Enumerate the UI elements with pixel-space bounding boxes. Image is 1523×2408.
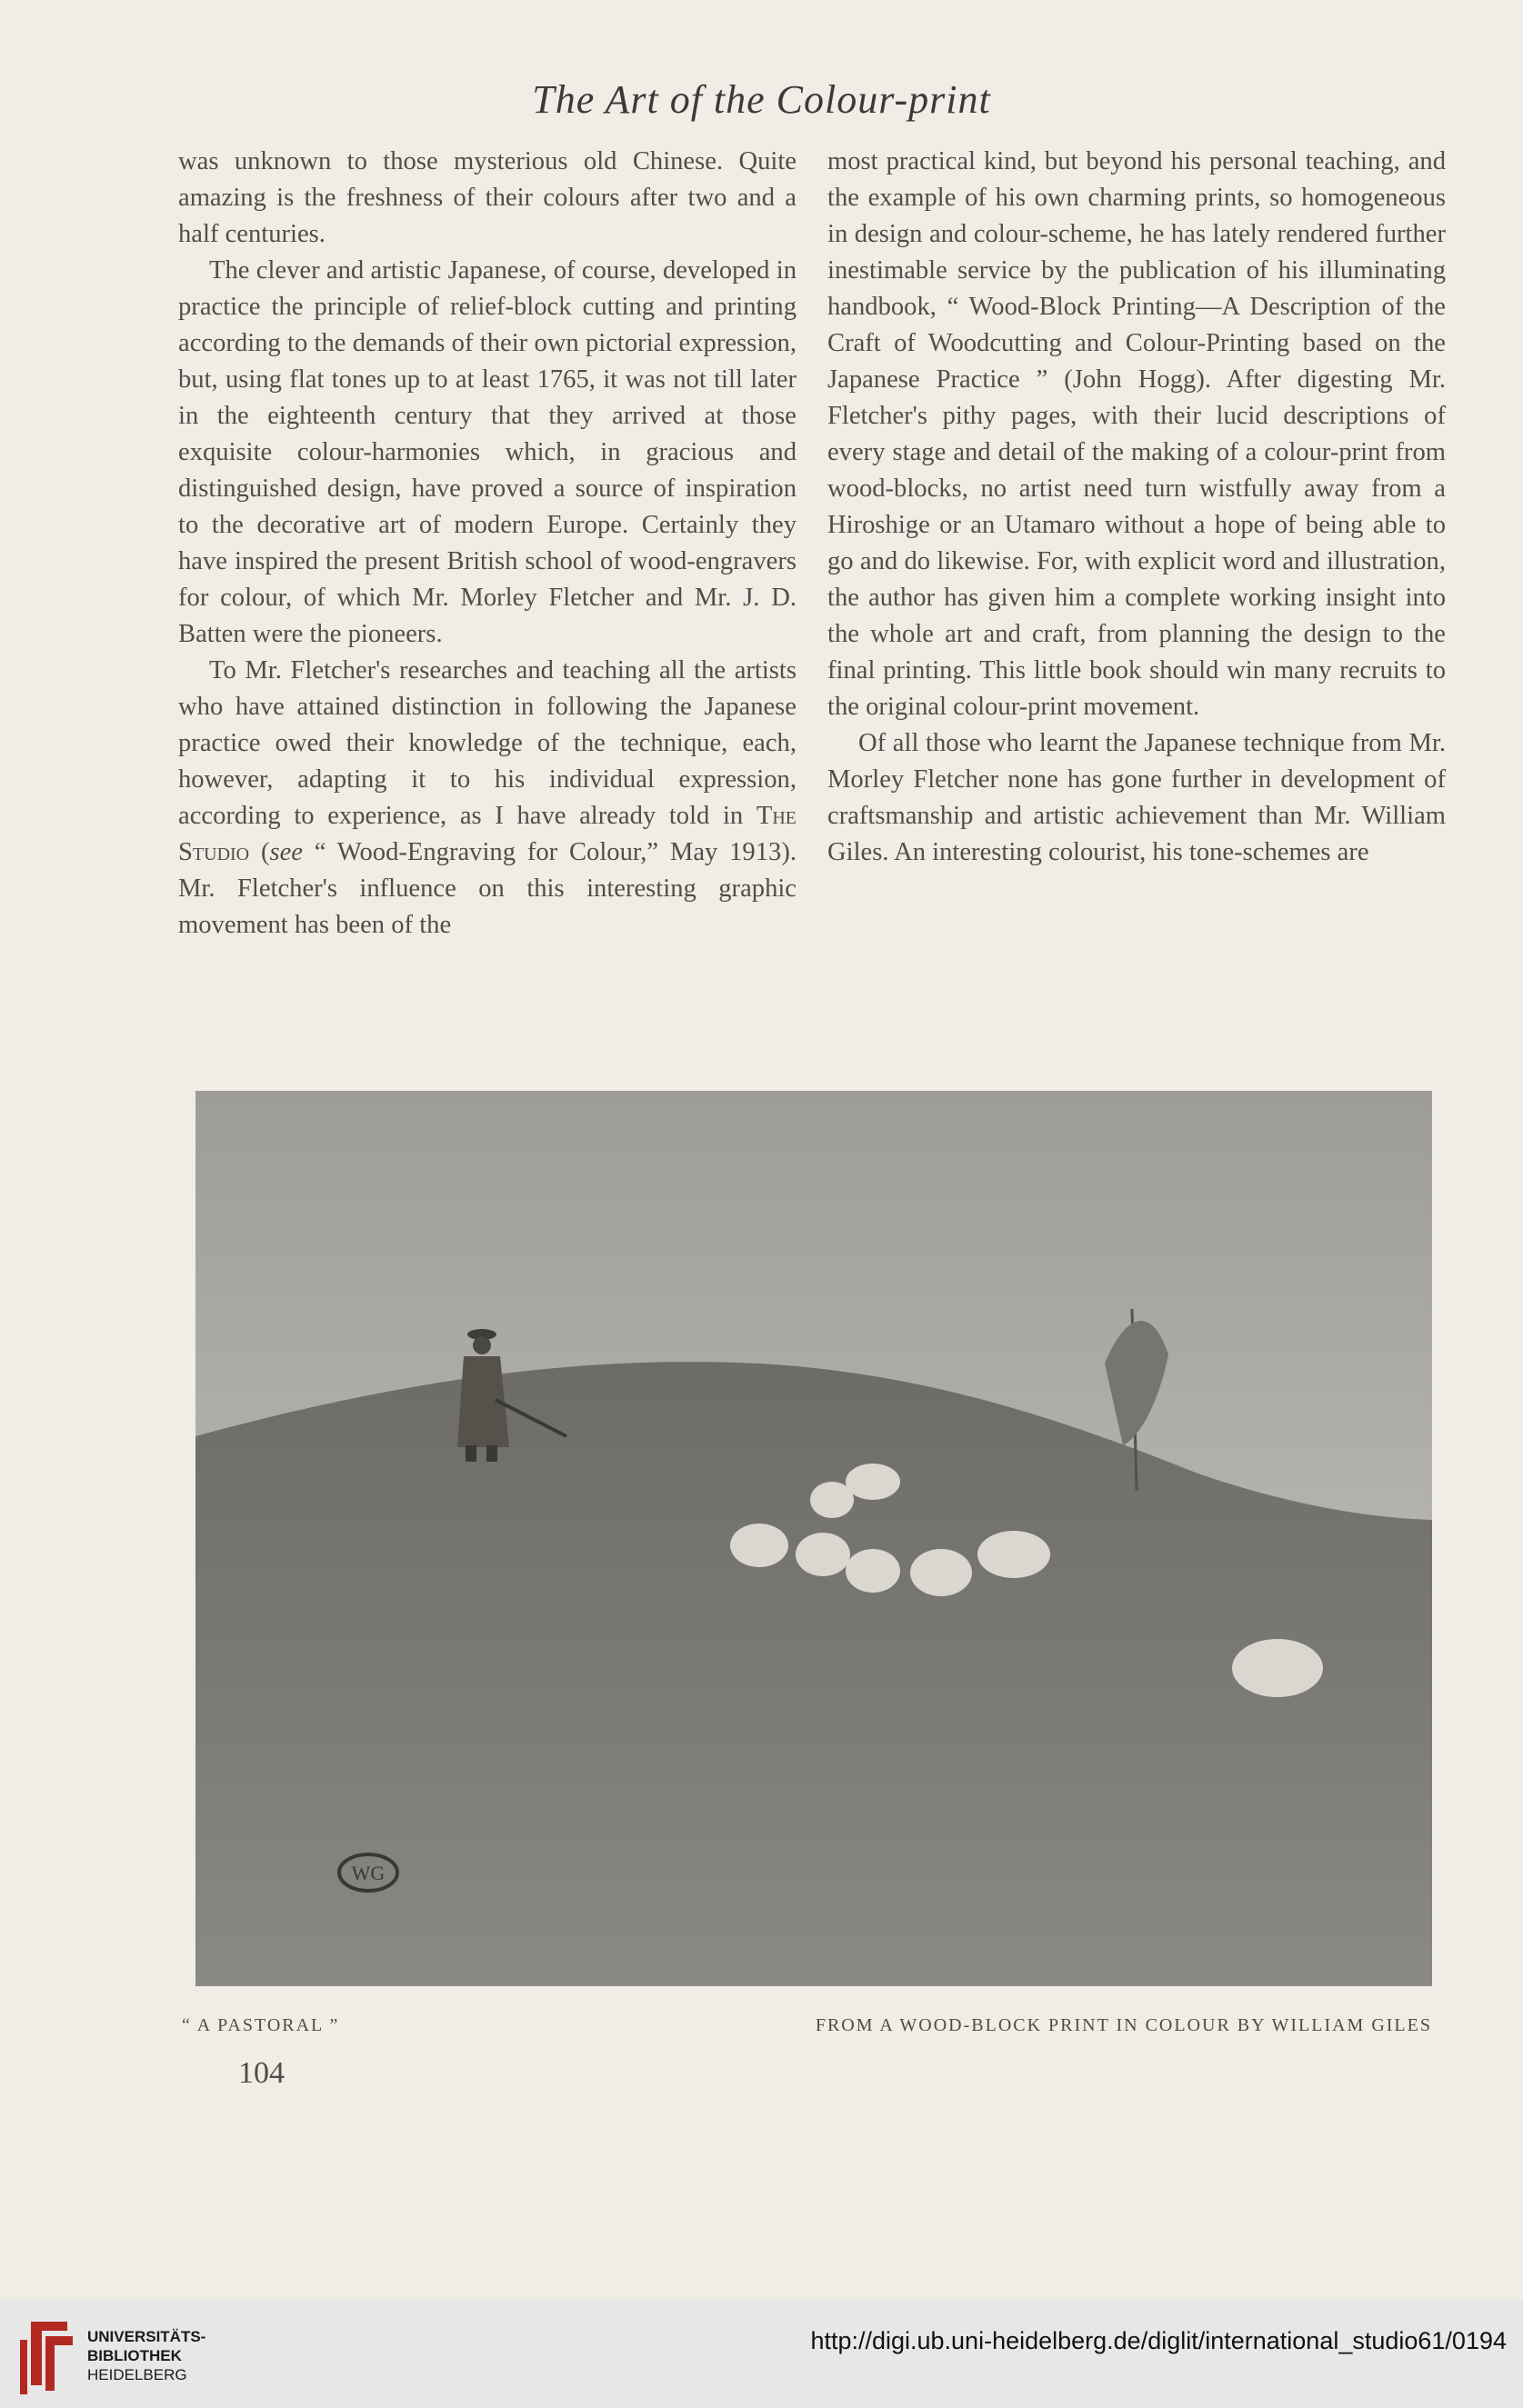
paragraph: was unknown to those mysterious old Chinese. Quite amazing is the freshness of their colours after two and a half centuries.: [178, 147, 797, 248]
paragraph-text: To Mr. Fletcher's researches and teaching all the artists who have attained distinction in following the Japanese practice owed their knowledge of the technique, each, however, adapting it to his individual expression, according to experience, as I have already told in: [178, 656, 797, 830]
magazine-title: The Studio: [178, 802, 797, 866]
running-head: The Art of the Colour-print: [532, 77, 991, 122]
plate-caption-credit: FROM A WOOD-BLOCK PRINT IN COLOUR BY WILLIAM GILES: [815, 2015, 1432, 2035]
library-line: UNIVERSITÄTS-: [87, 2328, 206, 2345]
right-text-column: [827, 144, 1446, 871]
paragraph: Of all those who learnt the Japanese technique from Mr. Morley Fletcher none has gone further in development of craftsmanship and artistic achievement than Mr. William Giles. An interesting colourist, his tone-schemes are: [827, 729, 1446, 866]
source-url-link[interactable]: http://digi.ub.uni-heidelberg.de/diglit/international_studio61/0194: [810, 2327, 1507, 2354]
library-logo-icon: [13, 2314, 80, 2396]
see-ref: see: [269, 838, 303, 866]
footer-bar: [0, 2300, 1523, 2408]
paragraph: The clever and artistic Japanese, of course, developed in practice the principle of relief-block cutting and printing according to the demands of their own pictorial expression, but, using flat tones up to at least 1765, it was not till later in the eighteenth century that they arrived at those exquisite colour-harmonies which, in gracious and distinguished design, have proved a source of inspiration to the decorative art of modern Europe. Certainly they have inspired the present British school of wood-engravers for colour, of which Mr. Morley Fletcher and Mr. J. D. Batten were the pioneers.: [178, 256, 797, 648]
left-text-column: [178, 144, 797, 944]
pastoral-print: [195, 1091, 1432, 1986]
monogram-text: WG: [351, 1862, 386, 1884]
library-line: BIBLIOTHEK: [87, 2347, 182, 2364]
paragraph: [178, 653, 797, 944]
paragraph-text: “ Wood-Engraving for Colour,” May 1913). Mr. Fletcher's influence on this interesting graphic movement has been of the: [178, 838, 797, 939]
illustration-plate: [195, 1091, 1432, 1986]
library-line: HEIDELBERG: [87, 2366, 187, 2383]
plate-caption-title: “ A PASTORAL ”: [182, 2015, 340, 2035]
paren: (: [249, 838, 270, 866]
page-number: 104: [238, 2056, 285, 2090]
library-name: [87, 2327, 205, 2384]
paragraph: most practical kind, but beyond his personal teaching, and the example of his own charming prints, so homogeneous in design and colour-scheme, he has lately rendered further inestimable service by the publication of his illuminating handbook, “ Wood-Block Printing—A Description of the Craft of Woodcutting and Colour-Printing based on the Japanese Practice ” (John Hogg). After digesting Mr. Fletcher's pithy pages, with their lucid descriptions of every stage and detail of the making of a colour-print from wood-blocks, no artist need turn wistfully away from a Hiroshige or an Utamaro without a hope of being able to go and do likewise. For, with explicit word and illustration, the author has given him a complete working insight into the whole art and craft, from planning the design to the final printing. This little book should win many recruits to the original colour-print movement.: [827, 147, 1446, 721]
